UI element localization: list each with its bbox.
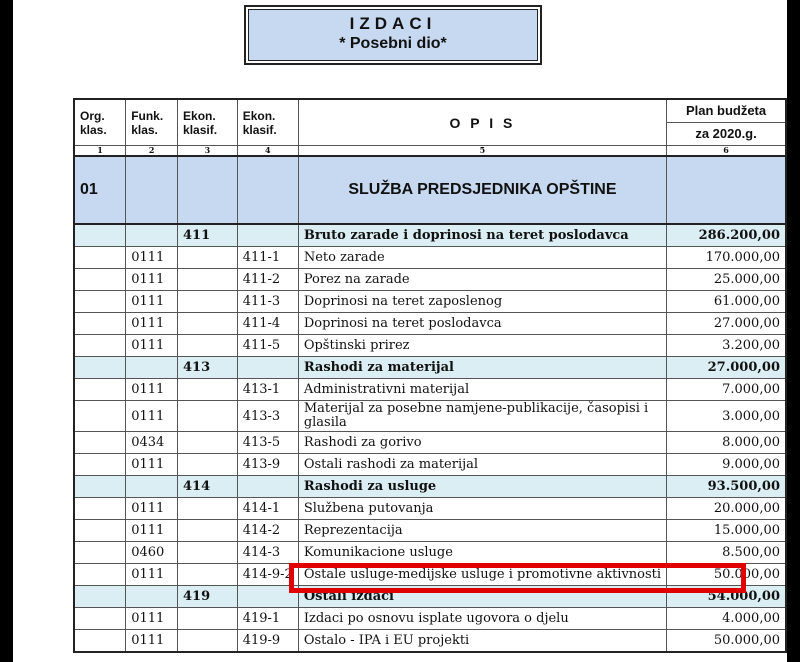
col-num-1: 1: [74, 146, 126, 157]
section-name: SLUŽBA PREDSJEDNIKA OPŠTINE: [298, 156, 666, 224]
cell-org: [74, 608, 126, 630]
cell-description: Reprezentacija: [298, 520, 666, 542]
cell-org: [74, 313, 126, 335]
header-funk: Funk. klas.: [126, 99, 178, 146]
cell-org: [74, 401, 126, 432]
cell-ekon-class: 419: [178, 586, 238, 608]
cell-ekon-class: [178, 608, 238, 630]
cell-org: [74, 379, 126, 401]
cell-funk: 0111: [126, 454, 178, 476]
col-num-4: 4: [237, 146, 298, 157]
title-main: IZDACI: [349, 14, 437, 33]
cell-org: [74, 630, 126, 653]
cell-amount: 8.500,00: [667, 542, 786, 564]
cell-ekon-subclass: 411-4: [237, 313, 298, 335]
header-org: Org. klas.: [74, 99, 126, 146]
cell-description: Izdaci po osnovu isplate ugovora o djelu: [298, 608, 666, 630]
cell-description: Bruto zarade i doprinosi na teret poslodavca: [298, 224, 666, 247]
cell-ekon-subclass: 414-9-2: [237, 564, 298, 586]
cell-description: Ostalo - IPA i EU projekti: [298, 630, 666, 653]
cell-description: Rashodi za gorivo: [298, 432, 666, 454]
cell-org: [74, 269, 126, 291]
title-box: [244, 5, 542, 65]
cell-amount: 9.000,00: [667, 454, 786, 476]
cell-amount: 50.000,00: [667, 564, 786, 586]
title-sub: * Posebni dio*: [339, 35, 447, 52]
cell-ekon-class: [178, 542, 238, 564]
group-row: [74, 224, 786, 247]
section-empty-cell: [667, 156, 786, 224]
cell-amount: 170.000,00: [667, 247, 786, 269]
cell-org: [74, 586, 126, 608]
cell-funk: [126, 476, 178, 498]
header-ekon-1: Ekon. klasif.: [178, 99, 238, 146]
document-page: [13, 0, 787, 662]
cell-amount: 286.200,00: [667, 224, 786, 247]
cell-funk: 0434: [126, 432, 178, 454]
cell-ekon-subclass: 419-9: [237, 630, 298, 653]
cell-ekon-class: [178, 313, 238, 335]
group-row: [74, 357, 786, 379]
header-plan-year: za 2020.g.: [667, 123, 786, 146]
cell-funk: 0111: [126, 291, 178, 313]
cell-ekon-class: [178, 630, 238, 653]
cell-amount: 50.000,00: [667, 630, 786, 653]
table-row: [74, 247, 786, 269]
cell-ekon-class: [178, 432, 238, 454]
header-row: [74, 99, 786, 123]
cell-amount: 8.000,00: [667, 432, 786, 454]
cell-org: [74, 498, 126, 520]
cell-funk: 0111: [126, 498, 178, 520]
cell-description: Neto zarade: [298, 247, 666, 269]
cell-funk: 0111: [126, 608, 178, 630]
cell-description: Opštinski prirez: [298, 335, 666, 357]
cell-ekon-class: [178, 335, 238, 357]
cell-ekon-subclass: 411-1: [237, 247, 298, 269]
header-ekon-2: Ekon. klasif.: [237, 99, 298, 146]
column-numbers-row: [74, 146, 786, 157]
cell-ekon-class: [178, 564, 238, 586]
table-row: [74, 542, 786, 564]
cell-funk: 0111: [126, 313, 178, 335]
section-empty-cell: [126, 156, 178, 224]
cell-org: [74, 335, 126, 357]
cell-ekon-subclass: [237, 357, 298, 379]
cell-ekon-class: [178, 269, 238, 291]
cell-description: Porez na zarade: [298, 269, 666, 291]
table-row: [74, 313, 786, 335]
cell-ekon-class: [178, 454, 238, 476]
cell-description: Materijal za posebne namjene-publikacije, časopisi i glasila: [298, 401, 666, 432]
cell-amount: 3.000,00: [667, 401, 786, 432]
col-num-5: 5: [298, 146, 666, 157]
cell-org: [74, 520, 126, 542]
table-row: [74, 520, 786, 542]
cell-description: Službena putovanja: [298, 498, 666, 520]
cell-funk: 0111: [126, 379, 178, 401]
cell-ekon-class: [178, 379, 238, 401]
cell-org: [74, 224, 126, 247]
cell-org: [74, 542, 126, 564]
cell-amount: 27.000,00: [667, 313, 786, 335]
table-row: [74, 335, 786, 357]
cell-funk: [126, 586, 178, 608]
cell-amount: 20.000,00: [667, 498, 786, 520]
cell-description: Komunikacione usluge: [298, 542, 666, 564]
cell-ekon-subclass: 413-5: [237, 432, 298, 454]
cell-org: [74, 454, 126, 476]
cell-funk: 0111: [126, 247, 178, 269]
cell-ekon-subclass: 413-9: [237, 454, 298, 476]
cell-ekon-class: [178, 401, 238, 432]
table-row: [74, 630, 786, 653]
cell-ekon-subclass: 414-3: [237, 542, 298, 564]
group-row: [74, 476, 786, 498]
cell-amount: 25.000,00: [667, 269, 786, 291]
cell-description: Administrativni materijal: [298, 379, 666, 401]
cell-description: Ostali rashodi za materijal: [298, 454, 666, 476]
cell-funk: 0111: [126, 335, 178, 357]
cell-amount: 15.000,00: [667, 520, 786, 542]
cell-ekon-subclass: 411-5: [237, 335, 298, 357]
cell-ekon-subclass: [237, 224, 298, 247]
cell-amount: 3.200,00: [667, 335, 786, 357]
cell-org: [74, 291, 126, 313]
cell-description: Ostale usluge-medijske usluge i promotivne aktivnosti: [298, 564, 666, 586]
cell-funk: 0111: [126, 269, 178, 291]
cell-amount: 4.000,00: [667, 608, 786, 630]
section-row: [74, 156, 786, 224]
table-row: [74, 608, 786, 630]
cell-ekon-subclass: 414-1: [237, 498, 298, 520]
cell-ekon-subclass: 411-3: [237, 291, 298, 313]
header-plan: Plan budžeta: [667, 99, 786, 123]
cell-amount: 7.000,00: [667, 379, 786, 401]
cell-amount: 54.000,00: [667, 586, 786, 608]
cell-funk: [126, 224, 178, 247]
cell-org: [74, 247, 126, 269]
table-row: [74, 454, 786, 476]
section-code: 01: [74, 156, 126, 224]
cell-ekon-class: [178, 247, 238, 269]
cell-ekon-class: 411: [178, 224, 238, 247]
cell-funk: [126, 357, 178, 379]
section-empty-cell: [178, 156, 238, 224]
cell-amount: 27.000,00: [667, 357, 786, 379]
col-num-2: 2: [126, 146, 178, 157]
table-row: [74, 498, 786, 520]
cell-ekon-class: [178, 291, 238, 313]
cell-ekon-subclass: 413-1: [237, 379, 298, 401]
cell-ekon-subclass: 414-2: [237, 520, 298, 542]
table-row: [74, 432, 786, 454]
cell-ekon-class: [178, 498, 238, 520]
cell-funk: 0111: [126, 630, 178, 653]
table-row: [74, 401, 786, 432]
cell-ekon-subclass: [237, 476, 298, 498]
cell-ekon-class: 414: [178, 476, 238, 498]
col-num-3: 3: [178, 146, 238, 157]
cell-funk: 0111: [126, 401, 178, 432]
cell-description: Ostali izdaci: [298, 586, 666, 608]
cell-description: Rashodi za materijal: [298, 357, 666, 379]
cell-ekon-subclass: 413-3: [237, 401, 298, 432]
cell-amount: 93.500,00: [667, 476, 786, 498]
cell-funk: 0111: [126, 520, 178, 542]
cell-description: Doprinosi na teret poslodavca: [298, 313, 666, 335]
cell-description: Rashodi za usluge: [298, 476, 666, 498]
cell-description: Doprinosi na teret zaposlenog: [298, 291, 666, 313]
col-num-6: 6: [667, 146, 786, 157]
cell-ekon-subclass: 411-2: [237, 269, 298, 291]
cell-amount: 61.000,00: [667, 291, 786, 313]
table-row: [74, 269, 786, 291]
cell-org: [74, 432, 126, 454]
cell-org: [74, 476, 126, 498]
highlight-box: [289, 563, 746, 593]
cell-ekon-class: [178, 520, 238, 542]
cell-funk: 0111: [126, 564, 178, 586]
cell-org: [74, 564, 126, 586]
cell-org: [74, 357, 126, 379]
header-opis: O P I S: [298, 99, 666, 146]
section-empty-cell: [237, 156, 298, 224]
table-row: [74, 291, 786, 313]
table-row: [74, 379, 786, 401]
cell-funk: 0460: [126, 542, 178, 564]
cell-ekon-class: 413: [178, 357, 238, 379]
cell-ekon-subclass: 419-1: [237, 608, 298, 630]
